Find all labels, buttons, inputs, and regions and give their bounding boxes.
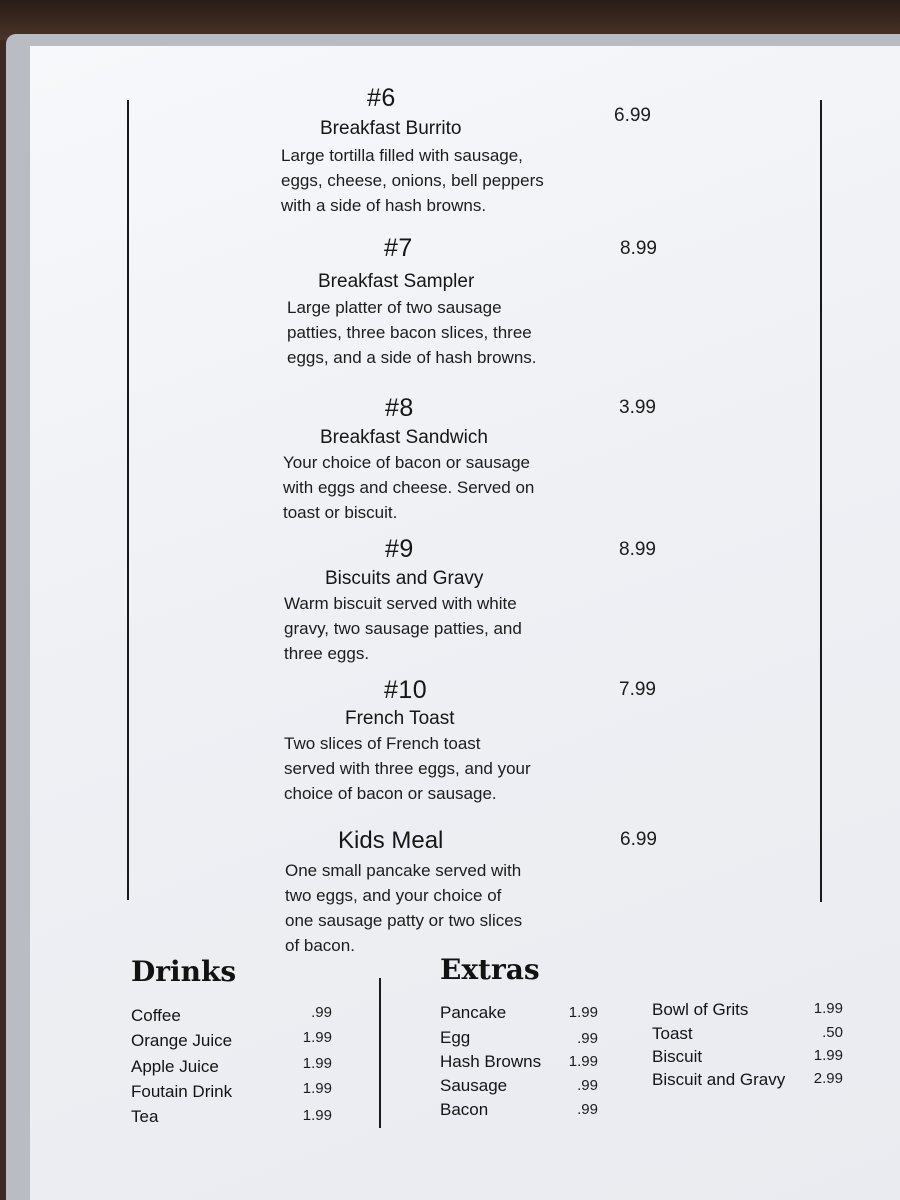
item-name: Breakfast Burrito: [320, 118, 462, 139]
list-item: Foutain Drink: [131, 1082, 233, 1101]
item-description: Large tortilla filled with sausage, eggs, cheese, onions, bell peppers with a side of hash browns.: [281, 146, 544, 215]
list-item-price: .50: [822, 1024, 843, 1041]
item-price: 7.99: [619, 679, 656, 700]
list-item: Hash Browns: [440, 1052, 542, 1071]
list-item: Sausage: [440, 1076, 508, 1095]
item-number: #7: [384, 234, 413, 262]
left-divider: [127, 100, 129, 900]
list-item-price: .99: [577, 1101, 598, 1118]
item-price: 3.99: [619, 397, 656, 418]
list-item-price: .99: [577, 1077, 598, 1094]
item-name: Breakfast Sampler: [318, 271, 475, 292]
list-item: Toast: [652, 1024, 693, 1043]
list-item: Egg: [440, 1028, 471, 1047]
list-item: Biscuit and Gravy: [652, 1070, 786, 1089]
item-name: Breakfast Sandwich: [320, 427, 488, 448]
list-item: Bacon: [440, 1100, 489, 1119]
item-description: One small pancake served with two eggs, and your choice of one sausage patty or two slices of bacon.: [285, 861, 523, 955]
list-item-price: 1.99: [302, 1080, 332, 1097]
item-description: Your choice of bacon or sausage with eggs and cheese. Served on toast or biscuit.: [283, 453, 535, 522]
item-name: Kids Meal: [338, 827, 444, 854]
list-item-price: 2.99: [813, 1070, 843, 1087]
item-number: #9: [385, 535, 414, 563]
item-description: Two slices of French toast served with three eggs, and your choice of bacon or sausage.: [284, 734, 531, 803]
list-item: Pancake: [440, 1003, 507, 1022]
list-item: Apple Juice: [131, 1057, 219, 1076]
list-item-price: 1.99: [302, 1029, 332, 1046]
list-item: Orange Juice: [131, 1031, 233, 1050]
item-name: Biscuits and Gravy: [325, 568, 484, 589]
list-item: Biscuit: [652, 1047, 703, 1066]
item-description: Large platter of two sausage patties, three bacon slices, three eggs, and a side of hash browns.: [287, 298, 537, 367]
list-item-price: 1.99: [302, 1055, 332, 1072]
item-description: Warm biscuit served with white gravy, two sausage patties, and three eggs.: [284, 594, 522, 663]
list-item: Tea: [131, 1107, 159, 1126]
item-number: #8: [385, 394, 414, 422]
section-title: Extras: [440, 953, 540, 986]
list-item-price: 1.99: [568, 1053, 598, 1070]
item-number: #10: [384, 676, 428, 704]
list-item-price: .99: [577, 1030, 598, 1047]
item-price: 6.99: [620, 829, 657, 850]
item-price: 8.99: [620, 238, 657, 259]
list-item: Bowl of Grits: [652, 1000, 749, 1019]
section-title: Drinks: [131, 955, 237, 988]
list-item-price: .99: [311, 1004, 332, 1021]
item-price: 6.99: [614, 105, 651, 126]
list-item-price: 1.99: [568, 1004, 598, 1021]
list-item-price: 1.99: [813, 1047, 843, 1064]
item-price: 8.99: [619, 539, 656, 560]
right-divider: [820, 100, 822, 902]
middle-divider: [379, 978, 381, 1128]
list-item-price: 1.99: [302, 1107, 332, 1124]
item-number: #6: [367, 84, 396, 112]
list-item-price: 1.99: [813, 1000, 843, 1017]
item-name: French Toast: [345, 708, 455, 729]
list-item: Coffee: [131, 1006, 181, 1025]
